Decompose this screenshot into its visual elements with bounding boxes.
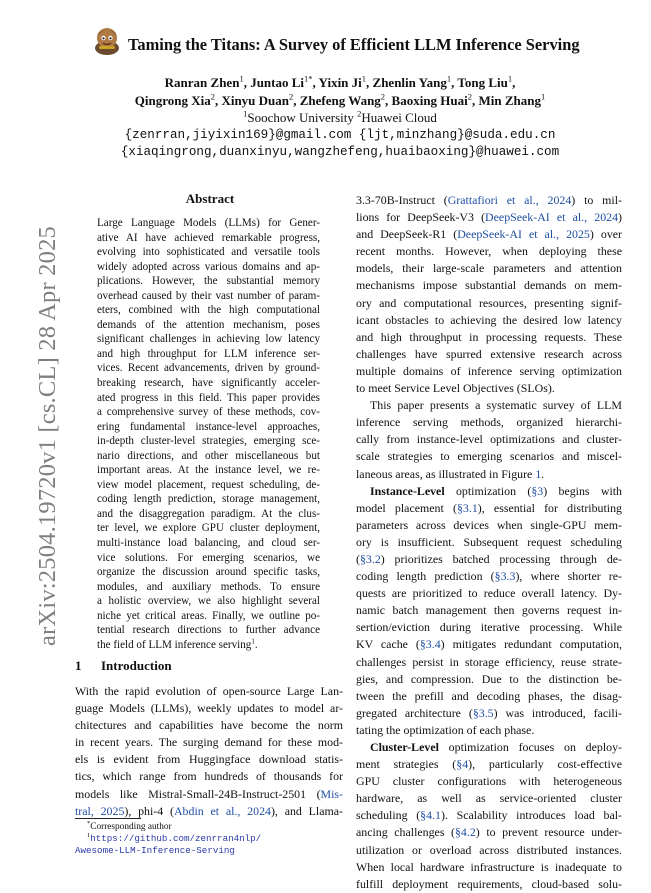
affiliation-mark: 1: [243, 108, 248, 119]
footnote-corresponding: *Corresponding author: [87, 819, 172, 832]
body-text: lions for DeepSeek-V3 (: [356, 210, 486, 225]
citation-link[interactable]: §3.1: [456, 500, 478, 515]
author-affiliation-mark: 1: [239, 73, 244, 84]
text-line: [356, 295, 622, 312]
text-line: [356, 585, 622, 602]
citation-link[interactable]: §3.2: [359, 551, 381, 566]
abstract-line: ter level, we explore GPU cluster deployment,: [97, 522, 320, 535]
body-text: gregated architecture (: [356, 705, 473, 720]
abstract-line: coding length prediction, storage management,: [97, 493, 320, 506]
text-line: [356, 824, 622, 841]
author-affiliation-mark: 1: [361, 73, 367, 84]
text-line: [356, 346, 622, 363]
affiliation-name: Huawei Cloud: [361, 110, 437, 125]
text-line: [75, 751, 343, 768]
text-line: [356, 500, 622, 517]
author-name: Yixin Ji: [318, 75, 362, 90]
author-line-2: [60, 92, 620, 110]
abstract-text: the field of LLM inference serving: [97, 638, 252, 651]
text-line: [75, 683, 343, 700]
body-text: (: [356, 551, 360, 566]
footnote-rule: [75, 818, 141, 819]
text-line: [356, 192, 622, 209]
author-affiliation-mark: 1*: [304, 73, 313, 84]
abstract-line: vice solutions. For emerging scenarios, we: [97, 551, 320, 564]
body-text: gies, and compression. Due to the distinction be-: [356, 671, 622, 686]
abstract-line: view model placement, request scheduling, de-: [97, 478, 320, 491]
citation-link[interactable]: DeepSeek-AI et al., 2024: [485, 210, 619, 225]
author-name: Zhefeng Wang: [299, 93, 381, 108]
abstract-line: niche yet critical areas. Finally, we outline po-: [97, 609, 320, 622]
text-line: [75, 717, 343, 734]
author-name: Ranran Zhen: [164, 75, 240, 90]
text-line: [356, 842, 622, 859]
body-text: ment strategies (: [356, 757, 457, 772]
run-in-heading: Instance-Level: [370, 483, 445, 498]
text-line: [75, 768, 343, 785]
abstract-line: ated progress in this field. This paper provides: [97, 391, 320, 404]
text-line: [356, 448, 622, 465]
author-affiliation-mark: 2: [380, 91, 386, 102]
author-name: Baoxing Huai: [391, 93, 468, 108]
text-line: [356, 517, 622, 534]
author-affiliation-mark: 1: [541, 91, 546, 102]
intro-left-column: [75, 683, 343, 820]
body-text: cally from instance-level optimizations and cluster-: [356, 432, 622, 447]
abstract-line: significant challenges in achieving low latency: [97, 333, 320, 346]
text-line: [356, 483, 622, 500]
body-text: ): [618, 210, 623, 225]
citation-link[interactable]: §3.4: [419, 637, 441, 652]
abstract-heading: Abstract: [185, 191, 235, 206]
abstract-line: plications. However, the substantial memory: [97, 275, 320, 288]
author-line-1: [60, 74, 620, 92]
citation-link[interactable]: Grattafiori et al., 2024: [447, 193, 572, 207]
footnote-url: $^1$https://github.com/zenrran4nlp/: [87, 831, 262, 844]
abstract-line: and high throughput for LLM inference ser-: [97, 347, 320, 360]
citation-link[interactable]: §3.5: [472, 705, 494, 720]
body-text: coding length prediction (: [356, 569, 495, 584]
text-line: [356, 329, 622, 346]
citation-link[interactable]: §4: [456, 757, 469, 772]
body-text: to meet Service Level Objectives (SLOs).: [356, 381, 555, 396]
body-text: GPU cluster configurations with heterogeneous: [356, 774, 622, 789]
body-text: sertion/eviction during iterative processing. While: [356, 620, 622, 635]
text-line: [356, 363, 622, 380]
body-text: models like Mistral-Small-24B-Instruct-2501 (: [75, 786, 321, 801]
text-line: [356, 722, 622, 739]
text-line: [356, 654, 622, 671]
body-text: laneous areas, as illustrated in Figure: [356, 466, 536, 481]
email-line-2: {xiaqingrong,duanxinyu,wangzhefeng,huaibaoxing}@huawei.com: [120, 145, 560, 159]
abstract-line: tential research directions to further advance: [97, 624, 320, 637]
text-line: [356, 602, 622, 619]
intro-right-column: [356, 192, 622, 893]
body-text: scheduling (: [356, 808, 421, 823]
abstract-line: a holistic overview, we also highlight several: [97, 595, 320, 608]
citation-link[interactable]: DeepSeek-AI et al., 2025: [457, 227, 590, 242]
body-text: ory and computational resources, presenting signif-: [356, 295, 622, 310]
text-line: [356, 397, 622, 414]
text-line: [356, 551, 622, 568]
arxiv-identifier-stamp: arXiv:2504.19720v1 [cs.CL] 28 Apr 2025: [34, 226, 61, 646]
author-affiliation-mark: 2: [289, 91, 294, 102]
author-separator: ,: [385, 93, 392, 108]
abstract-line: evolving into sophisticated and versatile tools: [97, 246, 320, 259]
body-text: quests are prioritized to reduce overall latency. Dy-: [356, 586, 622, 601]
body-text: parameters across devices when single-GPU mem-: [356, 517, 622, 532]
body-text: guage Models (LLMs), weekly updates to model ar-: [75, 701, 343, 716]
text-line: [356, 790, 622, 807]
body-text: ), where shorter re-: [515, 569, 622, 584]
abstract-line: in-depth cluster-level strategies, emerging sce-: [97, 435, 320, 448]
author-separator: ,: [243, 75, 251, 90]
body-text: optimization (: [444, 483, 532, 498]
author-separator: ,: [512, 75, 516, 90]
body-text: ) begins with: [543, 483, 623, 498]
citation-link[interactable]: §3.3: [494, 569, 516, 584]
author-affiliation-mark: 2: [210, 91, 215, 102]
abstract-line: [97, 638, 320, 653]
body-text: model placement (: [356, 500, 457, 515]
body-text: tics, which range from hundreds of thousands for: [75, 769, 343, 784]
body-text: ), particularly cost-effective: [468, 757, 622, 772]
author-separator: ,: [293, 93, 300, 108]
citation-link[interactable]: §4.2: [454, 825, 476, 840]
abstract-line: and the disaggregation paradigm. At the clus-: [97, 507, 320, 520]
section-heading-introduction: [75, 658, 172, 674]
abstract-line: overhead caused by their vast number of param-: [97, 289, 320, 302]
body-text: chitectures and capabilities have become the norm: [75, 718, 343, 733]
author-name: Tong Liu: [457, 75, 508, 90]
run-in-heading: Cluster-Level: [370, 740, 439, 754]
text-line: [356, 568, 622, 585]
text-line: [356, 243, 622, 260]
body-text: els is evident from Huggingface download statis-: [75, 752, 343, 767]
body-text: utilization or overload across distributed instances.: [356, 842, 622, 857]
text-line: [356, 756, 622, 773]
author-affiliation-mark: 2: [467, 91, 473, 102]
text-line: [356, 260, 622, 277]
body-text: ), phi-4 (: [124, 803, 174, 818]
body-text: icant obstacles to achieving the desired low latency: [356, 312, 622, 327]
body-text: optimization focuses on deploy-: [438, 740, 622, 754]
citation-link[interactable]: Mis-: [320, 786, 343, 801]
abstract-text: .: [254, 638, 258, 651]
body-text: tating the optimization of each phase.: [356, 722, 535, 737]
body-text: inference serving methods, organized hierarchi-: [356, 415, 622, 430]
footnote-url-cont: [75, 845, 235, 857]
text-line: [356, 619, 622, 636]
body-text: challenges have spurred extensive research across: [356, 346, 622, 361]
body-text: models, their large-scale parameters and attention: [356, 261, 622, 276]
text-line: [356, 414, 622, 431]
abstract-line: a comprehensive survey of these methods, cov-: [97, 406, 320, 419]
text-line: [356, 534, 622, 551]
abstract-line: demands of the attention mechanism, poses: [97, 318, 320, 331]
abstract-line: important areas. At the instance level, we re-: [97, 464, 320, 477]
body-text: ), essential for distributing: [477, 500, 622, 515]
body-text: With the rapid evolution of open-source Large Lan-: [75, 684, 343, 698]
body-text: and high throughput in processing requests. These: [356, 329, 622, 344]
citation-link[interactable]: §4.1: [420, 808, 441, 823]
author-separator: ,: [472, 93, 479, 108]
text-line: [356, 688, 622, 705]
text-line: [356, 226, 622, 243]
body-text: recent months. However, when deploying these: [356, 244, 622, 259]
body-text: KV cache (: [356, 637, 420, 652]
author-name: Qingrong Xia: [134, 93, 211, 108]
abstract-line: Large Language Models (LLMs) for Gener-: [97, 217, 320, 229]
body-text: fulfill deployment requirements, cloud-based solu-: [356, 876, 622, 891]
body-text: mechanisms impose substantial demands on mem-: [356, 278, 622, 293]
text-line: [356, 466, 622, 483]
body-text: challenges persist in storage efficiency, reuse strate-: [356, 654, 622, 669]
abstract-line: ative AI have achieved remarkable progress,: [97, 231, 320, 244]
section-title: Introduction: [101, 658, 172, 673]
body-text: ) prioritizes batched processing through de-: [380, 551, 622, 566]
citation-link[interactable]: 1: [535, 466, 542, 481]
text-line: [356, 636, 622, 653]
author-separator: ,: [312, 75, 319, 90]
abstract-line: vices. Recent advancements, driven by ground-: [97, 362, 320, 375]
body-text: ) over: [589, 227, 623, 242]
author-affiliation-mark: 1: [507, 73, 513, 84]
text-line: [75, 786, 343, 803]
abstract-line: widely adopted across various domains and ap-: [97, 260, 320, 273]
affiliation-name: Soochow University: [247, 110, 358, 125]
text-line: [356, 859, 622, 876]
body-text: ) was introduced, facili-: [493, 705, 622, 720]
body-text: ) to mil-: [571, 193, 622, 207]
abstract-line: nario directions, and other miscellaneous but: [97, 449, 320, 462]
paper-title: Taming the Titans: A Survey of Efficient LLM Inference Serving: [128, 35, 580, 54]
affiliation-mark: 2: [357, 108, 362, 119]
body-text: in recent years. The surging demand for these mod-: [75, 735, 343, 750]
author-separator: ,: [366, 75, 373, 90]
abstract-line: breaking research, have significantly acceler-: [97, 377, 320, 390]
abstract-line: ering fundamental instance-level approaches,: [97, 420, 320, 433]
text-line: [356, 876, 622, 893]
text-line: [356, 705, 622, 722]
titan-mascot-icon: [91, 24, 123, 56]
text-line: [356, 773, 622, 790]
affiliations: [60, 110, 620, 126]
text-line: [356, 277, 622, 294]
citation-link[interactable]: tral, 2025: [75, 803, 125, 818]
abstract-line: multi-instance load balancing, and cloud ser-: [97, 537, 320, 550]
citation-link[interactable]: §3: [531, 483, 544, 498]
author-name: Juntao Li: [250, 75, 305, 90]
body-text: 3.3-70B-Instruct (: [356, 193, 448, 207]
author-name: Zhenlin Yang: [372, 75, 447, 90]
body-text: namic batch management then governs request in-: [356, 603, 622, 618]
body-text: multiple domains of inference serving optimization: [356, 363, 622, 378]
abstract-body: [97, 216, 320, 652]
body-text: scale strategies to emerging scenarios and miscel-: [356, 449, 622, 464]
body-text: ancing challenges (: [356, 825, 455, 840]
repository-link[interactable]: https://github.com/zenrran4nlp/: [90, 833, 262, 844]
body-text: tween the prefill and decoding phases, the disag-: [356, 688, 622, 703]
author-affiliation-mark: 1: [446, 73, 452, 84]
body-text: When local hardware infrastructure is inadequate to: [356, 859, 622, 874]
text-line: [356, 431, 622, 448]
body-text: ) to prevent resource under-: [475, 825, 623, 840]
text-line: [356, 380, 622, 397]
abstract-line: organize the discussion around specific tasks,: [97, 566, 320, 579]
body-text: This paper presents a systematic survey of LLM: [370, 398, 622, 413]
citation-link[interactable]: Abdin et al., 2024: [173, 803, 271, 818]
author-name: Min Zhang: [478, 93, 542, 108]
author-separator: ,: [214, 93, 222, 108]
body-text: hardware, as well as service-oriented cluster: [356, 791, 622, 806]
section-number: 1: [75, 658, 82, 673]
body-text: ). Scalability introduces load bal-: [440, 808, 623, 823]
text-line: [356, 739, 622, 756]
text-line: [356, 312, 622, 329]
text-line: [356, 209, 622, 226]
abstract-line: eters, combined with the high computational: [97, 304, 320, 317]
repository-link-cont[interactable]: Awesome-LLM-Inference-Serving: [75, 845, 235, 856]
text-line: [75, 734, 343, 751]
author-name: Xinyu Duan: [221, 93, 290, 108]
body-text: ) mitigates redundant computation,: [440, 637, 622, 652]
body-text: and DeepSeek-R1 (: [356, 227, 458, 242]
email-line-1: {zenrran,jiyixin169}@gmail.com {ljt,minzhang}@suda.edu.cn: [124, 128, 556, 142]
body-text: ), and Llama-: [270, 803, 343, 818]
abstract-line: modules, and auxiliary methods. To ensure: [97, 580, 320, 593]
author-separator: ,: [451, 75, 458, 90]
body-text: ory is insufficient. Subsequent request scheduling: [356, 534, 622, 549]
text-line: [75, 700, 343, 717]
footnote-mark: 1: [251, 637, 255, 646]
text-line: [356, 671, 622, 688]
text-line: [356, 807, 622, 824]
body-text: .: [541, 466, 545, 481]
